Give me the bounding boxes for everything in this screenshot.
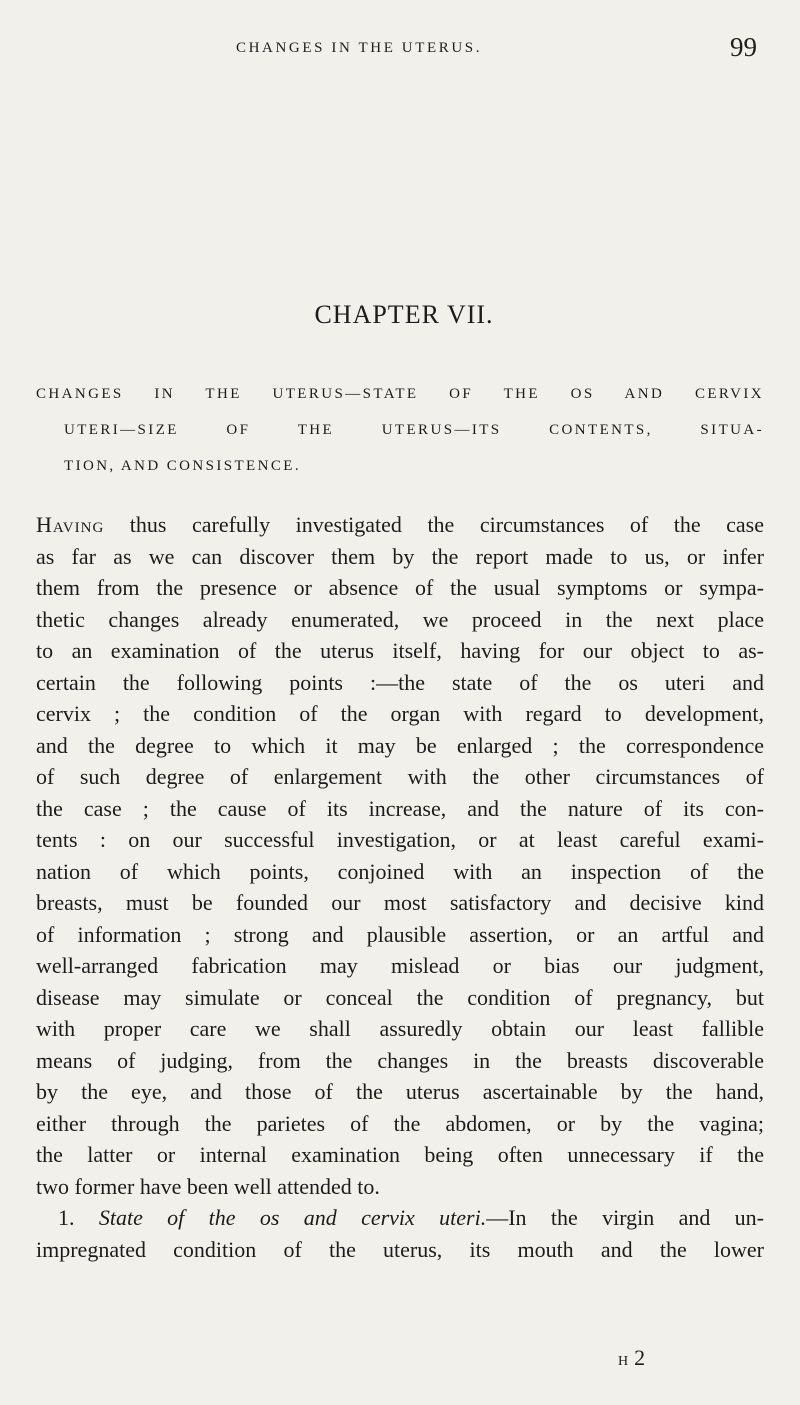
body-line: tents : on our successful investigation, or at least careful exami-: [36, 827, 764, 852]
body-line: to an examination of the uterus itself, having for our object to as-: [36, 638, 764, 663]
body-line: and the degree to which it may be enlarged ; the correspondence: [36, 732, 764, 758]
section-title: State of the os and cervix uteri.: [98, 1205, 487, 1230]
signature-letter: H: [618, 1354, 635, 1369]
body-line: nation of which points, conjoined with an inspection of the: [36, 858, 764, 884]
signature-number: 2: [634, 1345, 652, 1370]
body-line: either through the parietes of the abdomen, or by the vagina;: [36, 1110, 764, 1136]
body-text: [36, 509, 764, 1265]
body-line-first: [36, 509, 764, 541]
body-line: the case ; the cause of its increase, and the nature of its con-: [36, 795, 764, 821]
body-line: means of judging, from the changes in the breasts discoverable: [36, 1047, 764, 1073]
section-number: 1.: [58, 1205, 75, 1230]
body-line: certain the following points :—the state of the os uteri and: [36, 669, 764, 695]
body-line: with proper care we shall assuredly obtain our least fallible: [36, 1016, 764, 1041]
body-line: them from the presence or absence of the usual symptoms or sympa-: [36, 575, 764, 600]
chapter-summary-line: UTERI—SIZE OF THE UTERUS—ITS CONTENTS, SITUA-: [64, 422, 764, 438]
page-number: 99: [730, 32, 757, 62]
body-line-final: impregnated condition of the uterus, its mouth and the lower: [36, 1236, 764, 1262]
running-head: [0, 32, 800, 68]
body-line: of such degree of enlargement with the other circumstances of: [36, 764, 764, 789]
body-line: by the eye, and those of the uterus ascertainable by the hand,: [36, 1079, 764, 1104]
section-rest: —In the virgin and un-: [486, 1205, 765, 1230]
body-line: thetic changes already enumerated, we proceed in the next place: [36, 606, 764, 632]
body-line: the latter or internal examination being often unnecessary if the: [36, 1142, 764, 1167]
body-line: of information ; strong and plausible assertion, or an artful and: [36, 921, 764, 947]
first-word: Having: [36, 512, 105, 537]
body-line: disease may simulate or conceal the condition of pregnancy, but: [36, 984, 764, 1010]
section-line: [36, 1202, 764, 1234]
body-line: well-arranged fabrication may mislead or bias our judgment,: [36, 953, 764, 978]
chapter-summary: [36, 376, 764, 484]
running-title: CHANGES IN THE UTERUS.: [236, 40, 483, 56]
body-line: as far as we can discover them by the report made to us, or infer: [36, 543, 764, 569]
chapter-summary-line: CHANGES IN THE UTERUS—STATE OF THE OS AND CERVIX: [36, 386, 764, 402]
body-line: breasts, must be founded our most satisfactory and decisive kind: [36, 890, 764, 915]
body-line-last: two former have been well attended to.: [36, 1173, 380, 1199]
body-line: cervix ; the condition of the organ with regard to development,: [36, 701, 764, 726]
signature-mark: [618, 1345, 651, 1371]
first-line-rest: thus carefully investigated the circumstances of the case: [104, 512, 764, 537]
chapter-summary-line: TION, AND CONSISTENCE.: [64, 458, 301, 474]
chapter-heading: CHAPTER VII.: [314, 300, 494, 329]
